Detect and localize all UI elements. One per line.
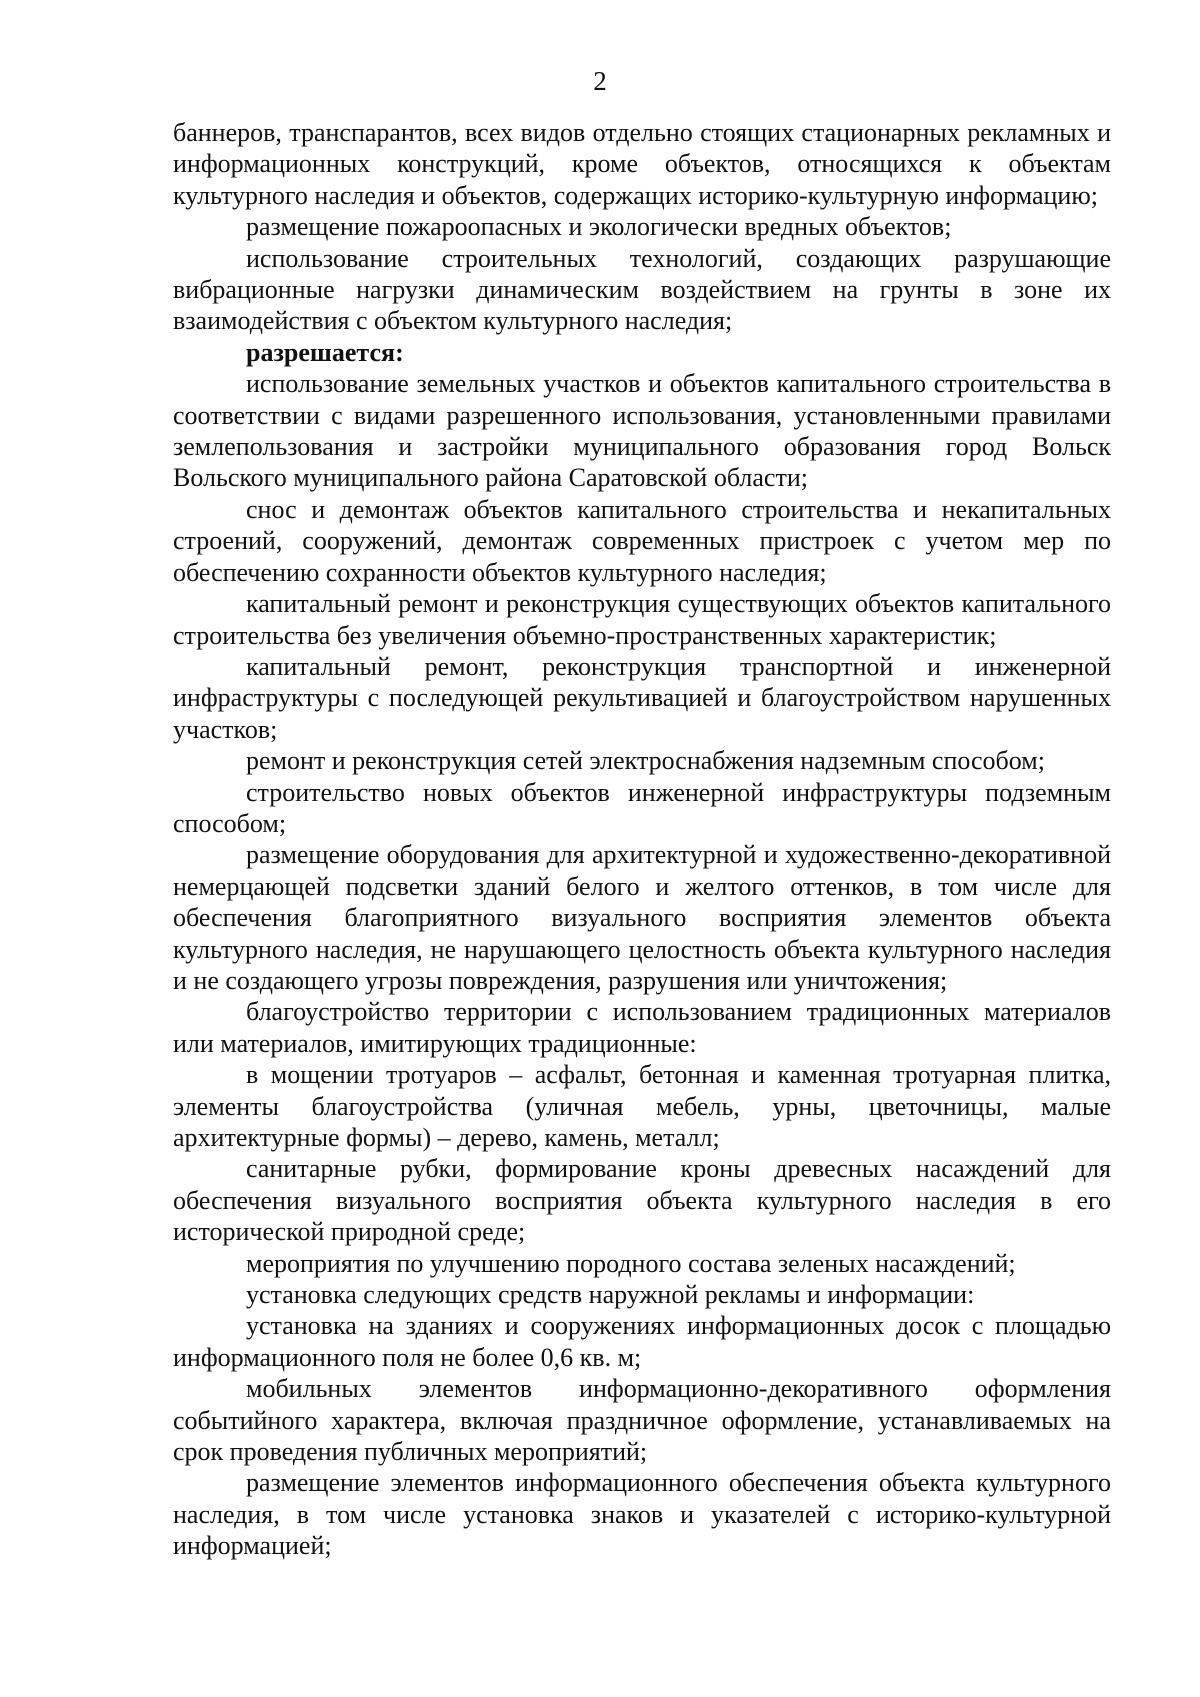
paragraph-info-boards: установка на зданиях и сооружениях информационных досок с площадью информационного поля не более 0,6 кв. м; bbox=[173, 1311, 1111, 1372]
paragraph-mobile-decorations: мобильных элементов информационно-декоративного оформления событийного характера, включая праздничное оформление, устанавливаемых на срок проведения публичных мероприятий; bbox=[173, 1374, 1111, 1467]
paragraph-demolition: снос и демонтаж объектов капитального строительства и некапитальных строений, сооружений, демонтаж современных пристроек с учетом мер по обеспечению сохранности объектов культурного наследия; bbox=[173, 494, 1111, 587]
paragraph-sanitary-cutting: санитарные рубки, формирование кроны древесных насаждений для обеспечения визуального восприятия объекта культурного наследия в его исторической природной среде; bbox=[173, 1154, 1111, 1247]
paragraph-land-use: использование земельных участков и объектов капитального строительства в соответствии с видами разрешенного использования, установленными правилами землепользования и застройки муниципального образования город Вольск Вольского муниципального района Саратовской области; bbox=[173, 369, 1111, 493]
paragraph-infrastructure-repair: капитальный ремонт, реконструкция транспортной и инженерной инфраструктуры с последующей рекультивацией и благоустройством нарушенных участков; bbox=[173, 651, 1111, 744]
document-body bbox=[173, 117, 1111, 1562]
paragraph-advertising-installation: установка следующих средств наружной рекламы и информации: bbox=[246, 1280, 975, 1310]
page-number: 2 bbox=[593, 66, 607, 96]
paragraph-construction-technologies: использование строительных технологий, создающих разрушающие вибрационные нагрузки динамическим воздействием на грунты в зоне их взаимодействия с объектом культурного наследия; bbox=[173, 243, 1111, 336]
paragraph-lighting-equipment: размещение оборудования для архитектурной и художественно-декоративной немерцающей подсветки зданий белого и желтого оттенков, в том числе для обеспечения благоприятного визуального восприятия элементов объекта культурного наследия, не нарушающего целостность объекта культурного наследия и не создающего угрозы повреждения, разрушения или уничтожения; bbox=[173, 840, 1111, 995]
section-heading-allowed: разрешается: bbox=[246, 337, 404, 367]
paragraph-capital-repair: капитальный ремонт и реконструкция существующих объектов капитального строительства без увеличения объемно-пространственных характеристик; bbox=[173, 589, 1111, 650]
paragraph-landscaping: благоустройство территории с использованием традиционных материалов или материалов, имитирующих традиционные: bbox=[173, 997, 1111, 1058]
paragraph-underground-infrastructure: строительство новых объектов инженерной инфраструктуры подземным способом; bbox=[173, 777, 1111, 838]
paragraph-fire-hazard-objects: размещение пожароопасных и экологически вредных объектов; bbox=[246, 212, 952, 242]
paragraph-info-elements: размещение элементов информационного обеспечения объекта культурного наследия, в том числе установка знаков и указателей с историко-культурной информацией; bbox=[173, 1468, 1111, 1561]
paragraph-power-networks: ремонт и реконструкция сетей электроснабжения надземным способом; bbox=[246, 746, 1045, 776]
paragraph-banners-continuation: баннеров, транспарантов, всех видов отдельно стоящих стационарных рекламных и информационных конструкций, кроме объектов, относящихся к объектам культурного наследия и объектов, содержащих историко-культурную информацию; bbox=[173, 118, 1111, 210]
paragraph-green-spaces: мероприятия по улучшению породного состава зеленых насаждений; bbox=[246, 1248, 1016, 1278]
paragraph-paving-materials: в мощении тротуаров – асфальт, бетонная и каменная тротуарная плитка, элементы благоустройства (уличная мебель, урны, цветочницы, малые архитектурные формы) – дерево, камень, металл; bbox=[173, 1060, 1111, 1152]
